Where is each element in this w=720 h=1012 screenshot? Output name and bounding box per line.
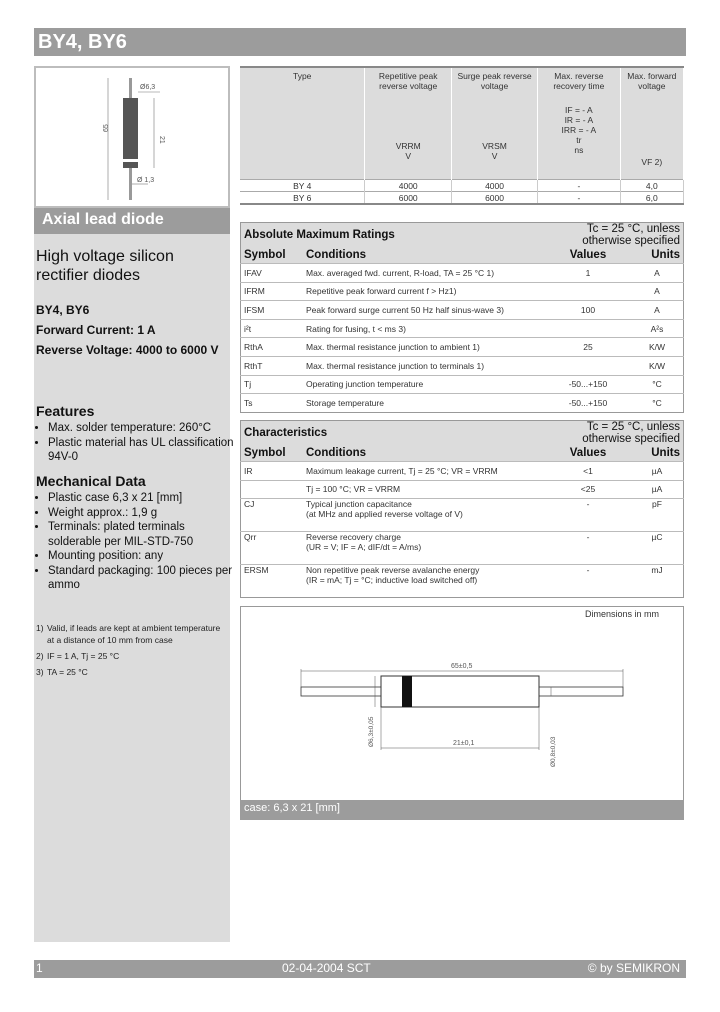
condition: Max. thermal resistance junction to ambient 1) bbox=[303, 338, 545, 357]
unit: °C bbox=[631, 375, 684, 394]
symbol: IFAV bbox=[241, 264, 304, 283]
table-row bbox=[241, 499, 684, 532]
condition: Tj = 100 °C; VR = VRRM bbox=[303, 480, 545, 499]
table-row bbox=[241, 480, 684, 499]
value: 100 bbox=[545, 301, 631, 320]
footnote-mark: 2) bbox=[36, 651, 44, 661]
header-title: Type bbox=[292, 71, 312, 81]
footnote-mark: 3) bbox=[36, 667, 44, 677]
table-row bbox=[241, 356, 684, 375]
dim-dia-body: Ø6,3±0,05 bbox=[368, 716, 375, 747]
symbol: Ts bbox=[241, 394, 304, 413]
drawing-length-total: 65 bbox=[103, 124, 110, 132]
footnote bbox=[36, 650, 228, 662]
symbol: IFRM bbox=[241, 282, 304, 301]
list-item: • Weight approx.: 1,9 g bbox=[48, 506, 238, 521]
footnotes bbox=[36, 622, 228, 678]
table-cell: BY 6 bbox=[240, 192, 365, 205]
diode-drawing-icon bbox=[36, 68, 228, 206]
vrrm-col-header bbox=[365, 67, 452, 180]
table-cell: 6000 bbox=[365, 192, 452, 205]
dim-length-body: 21±0,1 bbox=[453, 740, 475, 747]
header-symbol: tr bbox=[576, 135, 582, 145]
mechanical-list bbox=[36, 491, 238, 593]
dimensions-panel bbox=[240, 606, 684, 820]
symbol: IFSM bbox=[241, 301, 304, 320]
abs-max-condition: Tc = 25 °C, unless otherwise specified bbox=[545, 223, 684, 248]
table-cell: 4000 bbox=[452, 180, 538, 192]
table-cell: BY 4 bbox=[240, 180, 365, 192]
diode-outline-drawing bbox=[34, 66, 230, 208]
types-label: BY4, BY6 bbox=[36, 303, 90, 317]
dimensions-title: Dimensions in mm bbox=[584, 609, 659, 619]
col-values: Values bbox=[545, 445, 631, 462]
header-symbol: VRRM bbox=[395, 141, 421, 151]
value: -50...+150 bbox=[545, 375, 631, 394]
col-units: Units bbox=[631, 445, 684, 462]
unit: A²s bbox=[631, 319, 684, 338]
header-line: IR = - A bbox=[564, 115, 594, 125]
title-bar bbox=[34, 28, 686, 56]
value bbox=[545, 356, 631, 375]
unit: µC bbox=[631, 532, 684, 565]
table-row bbox=[241, 264, 684, 283]
table-header-row bbox=[241, 247, 684, 264]
dimension-drawing-icon bbox=[241, 607, 683, 807]
table-row bbox=[241, 394, 684, 413]
condition-line: (IR = mA; Tj = °C; inductive load switched off) bbox=[306, 575, 478, 586]
condition: Max. averaged fwd. current, R-load, TA = 25 °C 1) bbox=[303, 264, 545, 283]
unit: µA bbox=[631, 462, 684, 481]
condition-line: (UR = V; IF = A; dIF/dt = A/ms) bbox=[306, 542, 422, 553]
table-row bbox=[241, 319, 684, 338]
unit: K/W bbox=[631, 338, 684, 357]
product-type: Axial lead diode bbox=[42, 211, 164, 228]
list-item: • Plastic case 6,3 x 21 [mm] bbox=[48, 491, 238, 506]
characteristics-title: Characteristics bbox=[241, 421, 546, 446]
characteristics-condition: Tc = 25 °C, unless otherwise specified bbox=[545, 421, 684, 446]
table-row bbox=[240, 192, 684, 205]
header-unit: V bbox=[405, 151, 412, 161]
condition bbox=[303, 532, 545, 565]
condition: Storage temperature bbox=[303, 394, 545, 413]
type-table bbox=[240, 66, 684, 205]
header-unit: ns bbox=[574, 145, 584, 155]
unit: mJ bbox=[631, 565, 684, 598]
header-title: Max. reverse recovery time bbox=[553, 71, 605, 91]
page-title: BY4, BY6 bbox=[38, 31, 127, 53]
unit: A bbox=[631, 301, 684, 320]
drawing-dia-body: Ø6,3 bbox=[140, 84, 156, 91]
headline-line-2: rectifier diodes bbox=[36, 267, 141, 284]
table-title-row bbox=[241, 421, 684, 446]
header-line: IRR = - A bbox=[561, 125, 597, 135]
table-row bbox=[241, 462, 684, 481]
unit: A bbox=[631, 264, 684, 283]
table-cell: - bbox=[538, 180, 621, 192]
table-row bbox=[241, 301, 684, 320]
features-list bbox=[36, 421, 238, 465]
condition: Operating junction temperature bbox=[303, 375, 545, 394]
table-row bbox=[241, 565, 684, 598]
reverse-voltage: Reverse Voltage: 4000 to 6000 V bbox=[36, 343, 219, 357]
col-units: Units bbox=[631, 247, 684, 264]
symbol: RthA bbox=[241, 338, 304, 357]
symbol: ERSM bbox=[241, 565, 304, 598]
value bbox=[545, 319, 631, 338]
value: 25 bbox=[545, 338, 631, 357]
value: 1 bbox=[545, 264, 631, 283]
footnote-text: IF = 1 A, Tj = 25 °C bbox=[47, 651, 120, 661]
col-conditions: Conditions bbox=[303, 247, 545, 264]
footnote-text: TA = 25 °C bbox=[47, 667, 88, 677]
table-cell: 6000 bbox=[452, 192, 538, 205]
condition-line: Non repetitive peak reverse avalanche energy bbox=[306, 565, 480, 576]
table-row bbox=[241, 338, 684, 357]
unit: A bbox=[631, 282, 684, 301]
table-cell: 6,0 bbox=[620, 192, 683, 205]
header-title: Repetitive peak reverse voltage bbox=[378, 71, 438, 91]
header-symbol: VF 2) bbox=[641, 157, 663, 167]
forward-current: Forward Current: 1 A bbox=[36, 323, 156, 337]
col-symbol: Symbol bbox=[241, 247, 304, 264]
drawing-length-body: 21 bbox=[158, 136, 165, 144]
condition-line: Reverse recovery charge bbox=[306, 532, 401, 543]
col-conditions: Conditions bbox=[303, 445, 545, 462]
table-row bbox=[241, 375, 684, 394]
symbol: Qrr bbox=[241, 532, 304, 565]
abs-max-title: Absolute Maximum Ratings bbox=[241, 223, 546, 248]
abs-max-table bbox=[240, 222, 684, 413]
symbol: IR bbox=[241, 462, 304, 481]
page-number: 1 bbox=[36, 961, 43, 975]
case-label: case: 6,3 x 21 [mm] bbox=[244, 802, 340, 814]
footnote-mark: 1) bbox=[36, 623, 44, 633]
condition: Maximum leakage current, Tj = 25 °C; VR = VRRM bbox=[303, 462, 545, 481]
mechanical-title: Mechanical Data bbox=[36, 473, 146, 489]
footer bbox=[34, 960, 686, 978]
list-item: • Mounting position: any bbox=[48, 549, 238, 564]
table-cell: 4,0 bbox=[620, 180, 683, 192]
table-row bbox=[241, 532, 684, 565]
symbol: Tj bbox=[241, 375, 304, 394]
dim-dia-lead: Ø0,8±0,03 bbox=[550, 736, 557, 767]
value: -50...+150 bbox=[545, 394, 631, 413]
trr-col-header bbox=[538, 67, 621, 180]
col-symbol: Symbol bbox=[241, 445, 304, 462]
value: <25 bbox=[545, 480, 631, 499]
footer-date: 02-04-2004 SCT bbox=[282, 961, 371, 975]
value: <1 bbox=[545, 462, 631, 481]
condition: Repetitive peak forward current f > Hz1) bbox=[303, 282, 545, 301]
table-cell: - bbox=[538, 192, 621, 205]
headline bbox=[36, 247, 228, 285]
value: - bbox=[545, 532, 631, 565]
table-title-row bbox=[241, 223, 684, 248]
list-item: • Standard packaging: 100 pieces per ammo bbox=[48, 564, 238, 593]
footer-copyright: © by SEMIKRON bbox=[587, 961, 680, 975]
table-cell: 4000 bbox=[365, 180, 452, 192]
symbol: RthT bbox=[241, 356, 304, 375]
footnote bbox=[36, 622, 228, 646]
symbol bbox=[241, 480, 304, 499]
type-col-header bbox=[240, 67, 365, 180]
list-item: • Plastic material has UL classification 94V-0 bbox=[48, 436, 238, 465]
header-title: Surge peak reverse voltage bbox=[457, 71, 532, 91]
table-row bbox=[241, 282, 684, 301]
condition: Max. thermal resistance junction to terminals 1) bbox=[303, 356, 545, 375]
headline-line-1: High voltage silicon bbox=[36, 248, 174, 265]
unit: µA bbox=[631, 480, 684, 499]
condition-line: Typical junction capacitance bbox=[306, 499, 412, 510]
value bbox=[545, 282, 631, 301]
list-item: • Terminals: plated terminals solderable per MIL-STD-750 bbox=[48, 520, 238, 549]
characteristics-table bbox=[240, 420, 684, 598]
table-row bbox=[240, 180, 684, 192]
symbol: i²t bbox=[241, 319, 304, 338]
header-line: IF = - A bbox=[565, 105, 593, 115]
dim-length-total: 65±0,5 bbox=[451, 663, 473, 670]
unit: K/W bbox=[631, 356, 684, 375]
list-item: • Max. solder temperature: 260°C bbox=[48, 421, 238, 436]
vf-col-header bbox=[620, 67, 683, 180]
footnote bbox=[36, 666, 228, 678]
condition bbox=[303, 565, 545, 598]
condition: Rating for fusing, t < ms 3) bbox=[303, 319, 545, 338]
header-title: Max. forward voltage bbox=[627, 71, 677, 91]
condition bbox=[303, 499, 545, 532]
vrsm-col-header bbox=[452, 67, 538, 180]
features-title: Features bbox=[36, 403, 95, 419]
unit: °C bbox=[631, 394, 684, 413]
header-symbol: VRSM bbox=[482, 141, 507, 151]
unit: pF bbox=[631, 499, 684, 532]
drawing-dia-lead: Ø 1,3 bbox=[137, 177, 155, 184]
product-type-bar bbox=[34, 208, 230, 234]
value: - bbox=[545, 565, 631, 598]
footnote-text: Valid, if leads are kept at ambient temperature at a distance of 10 mm from case bbox=[47, 623, 221, 645]
value: - bbox=[545, 499, 631, 532]
symbol: CJ bbox=[241, 499, 304, 532]
case-label-bar bbox=[240, 800, 684, 820]
col-values: Values bbox=[545, 247, 631, 264]
table-header-row bbox=[241, 445, 684, 462]
condition-line: (at MHz and applied reverse voltage of V) bbox=[306, 509, 463, 520]
header-unit: V bbox=[491, 151, 498, 161]
condition: Peak forward surge current 50 Hz half sinus-wave 3) bbox=[303, 301, 545, 320]
